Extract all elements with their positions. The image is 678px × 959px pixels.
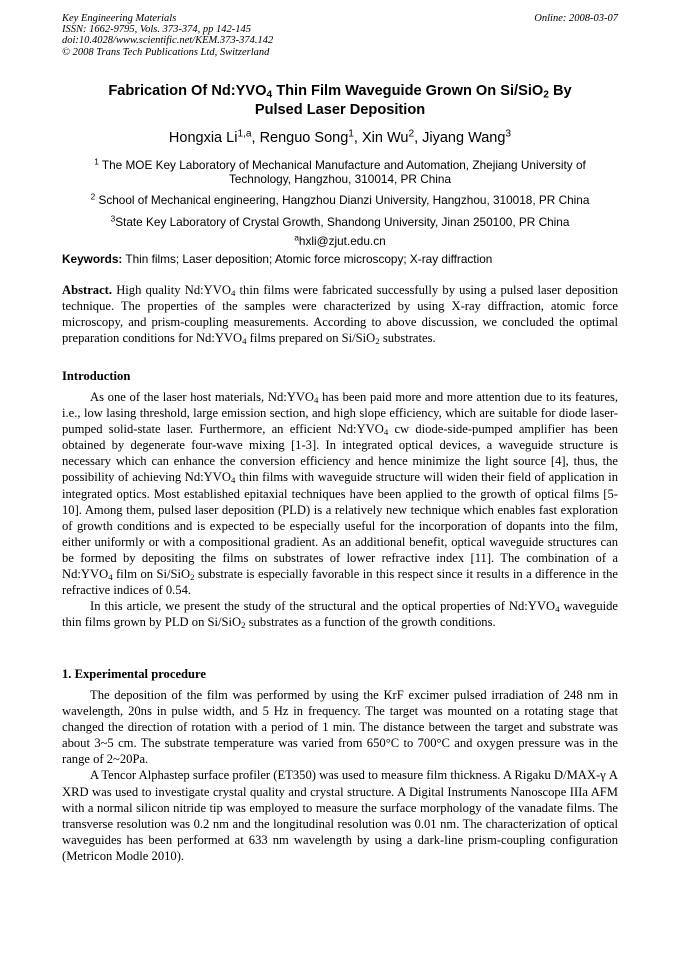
- title-part: Thin Film Waveguide Grown On Si/SiO: [272, 83, 544, 99]
- title-subscript: 4: [266, 89, 273, 101]
- journal-name: Key Engineering Materials: [62, 13, 177, 24]
- subscript: 4: [108, 572, 113, 583]
- subscript: 2: [241, 620, 246, 631]
- paragraph: A Tencor Alphastep surface profiler (ET350) was used to measure film thickness. A Rigaku D/MAX-γ A XRD was used to investigate crystal quality and crystal structure. A Digital Instruments Nanoscope IIIa AFM with a normal silicon nitride tip was employed to measure the surface morphology of the vanadate films. The transverse resolution was 0.2 nm and the longitudinal resolution was 0.01 nm. The characterization of optical waveguides has been performed at 633 nm wavelength by using a dark-line prism-coupling configuration (Metricon Modle 2010).: [62, 768, 618, 863]
- affiliation-2: [62, 194, 618, 208]
- affiliation-text: School of Mechanical engineering, Hangzhou Dianzi University, Hangzhou, 310018, PR China: [98, 193, 590, 208]
- text: As one of the laser host materials, Nd:YVO: [90, 390, 315, 404]
- experimental-body: [62, 687, 618, 864]
- corresponding-email: [62, 235, 618, 249]
- subscript: 2: [190, 572, 195, 583]
- affiliation-text: State Key Laboratory of Crystal Growth, Shandong University, Jinan 250100, PR China: [115, 214, 570, 229]
- affiliation-number: 2: [90, 192, 96, 202]
- subscript: 4: [242, 336, 247, 347]
- copyright-line: © 2008 Trans Tech Publications Ltd, Switzerland: [62, 46, 270, 58]
- section-heading-experimental: 1. Experimental procedure: [62, 667, 206, 681]
- subscript: 4: [230, 288, 236, 299]
- affiliation-number: 3: [110, 214, 116, 224]
- title-part: Fabrication Of Nd:YVO: [108, 83, 267, 99]
- issn-line: ISSN: 1662-9795, Vols. 373-374, pp 142-145: [62, 24, 251, 36]
- author-affiliation-mark: 1: [348, 128, 354, 140]
- affiliations: [62, 159, 618, 249]
- text: film on Si/SiO: [112, 567, 191, 582]
- section-heading-introduction: Introduction: [62, 369, 131, 383]
- keywords-label: Keywords:: [62, 252, 123, 266]
- keywords: [62, 252, 618, 266]
- paragraph: [62, 389, 618, 598]
- affiliation-1: [62, 159, 618, 186]
- online-date: Online: 2008-03-07: [534, 13, 618, 24]
- affiliation-number: 1: [94, 157, 99, 167]
- paragraph: [62, 598, 618, 630]
- subscript: 4: [230, 475, 236, 486]
- abstract-text: High quality Nd:YVO: [112, 283, 231, 297]
- subscript: 4: [555, 604, 560, 615]
- affiliation-3: [62, 216, 618, 230]
- email-mark: a: [294, 233, 299, 243]
- abstract-text: substrates.: [379, 331, 436, 346]
- introduction-body: [62, 389, 618, 630]
- author-list: [62, 129, 618, 147]
- title-subscript: 2: [543, 89, 549, 101]
- affiliation-text: The MOE Key Laboratory of Mechanical Manufacture and Automation, Zhejiang University of: [101, 158, 586, 172]
- journal-header: [62, 13, 618, 58]
- title-line-2: Pulsed Laser Deposition: [254, 102, 426, 118]
- author-affiliation-mark: 3: [505, 128, 512, 140]
- text: thin films with waveguide structure will widen their field of application in integrated optics. Most established epitaxial techniques have been applied to the growth of optical films [5-10]. Among them, pulsed laser deposition (PLD) is a relatively new technique which enables fast exploration of growth conditions and is expected to be especially useful for the incorporation of dopants into the film, either uniformly or with a compositional gradient. As an additional benefit, optical waveguide structures can be formed by depositing the films on substrates of lower refractive index [11]. The combination of a Nd:YVO: [62, 470, 618, 582]
- author-name: Hongxia Li: [168, 130, 238, 146]
- affiliation-text: Technology, Hangzhou, 310014, PR China: [228, 171, 452, 186]
- title-part: By: [548, 83, 572, 99]
- text: waveguide thin films grown by PLD on Si/SiO: [62, 599, 619, 630]
- author-name: , Jiyang Wang: [414, 130, 506, 146]
- subscript: 4: [383, 427, 389, 438]
- paper-title: [62, 82, 618, 120]
- text: substrate is especially favorable in this respect since it results in a difference in the refractive indices of 0.54.: [62, 567, 618, 598]
- text: cw diode-side-pumped amplifier has been obtained by degenerate four-wave mixing [1-3]. In integrated optical devices, a waveguide structure is necessary which can enhance the conversion efficiency and hence minimize the light source [4], thus, the possibility of achieving Nd:YVO: [62, 422, 619, 485]
- author-name: , Renguo Song: [251, 130, 349, 146]
- keywords-text: Thin films; Laser deposition; Atomic force microscopy; X-ray diffraction: [122, 252, 493, 266]
- subscript: 2: [375, 336, 380, 347]
- doi-line: doi:10.4028/www.scientific.net/KEM.373-374.142: [62, 35, 274, 47]
- abstract: [62, 282, 618, 346]
- text: substrates as a function of the growth conditions.: [245, 615, 496, 630]
- email-address[interactable]: hxli@zjut.edu.cn: [298, 234, 386, 249]
- abstract-text: films prepared on Si/SiO: [246, 331, 376, 346]
- author-affiliation-mark: 1,a: [237, 128, 252, 140]
- abstract-label: Abstract.: [62, 283, 113, 297]
- text: In this article, we present the study of the structural and the optical properties of Nd:YVO: [90, 599, 556, 614]
- subscript: 4: [314, 395, 319, 406]
- text: has been paid more and more attention due to its features, i.e., low lasing threshold, large emission section, and high slope efficiency, which are suitable for diode laser-pumped solid-state laser. Furthermore, an efficient Nd:YVO: [62, 390, 618, 437]
- paragraph: The deposition of the film was performed by using the KrF excimer pulsed irradiation of 248 nm in wavelength, 20ns in pulse width, and 5 Hz in frequency. The target was mounted on a rotating stage that changed the direction of rotation with a period of 1 min. The distance between the target and substrate was about 3~5 cm. The substrate temperature was varied from 650°C to 700°C and oxygen pressure was in the range of 2~20Pa.: [62, 688, 618, 767]
- author-affiliation-mark: 2: [408, 128, 415, 140]
- abstract-text: thin films were fabricated successfully by using a pulsed laser deposition technique. The properties of the samples were characterized by using X-ray diffraction, atomic force microscopy, and prism-coupling measurements. According to above discussion, we concluded the optimal preparation conditions for Nd:YVO: [62, 283, 618, 346]
- author-name: , Xin Wu: [353, 130, 409, 146]
